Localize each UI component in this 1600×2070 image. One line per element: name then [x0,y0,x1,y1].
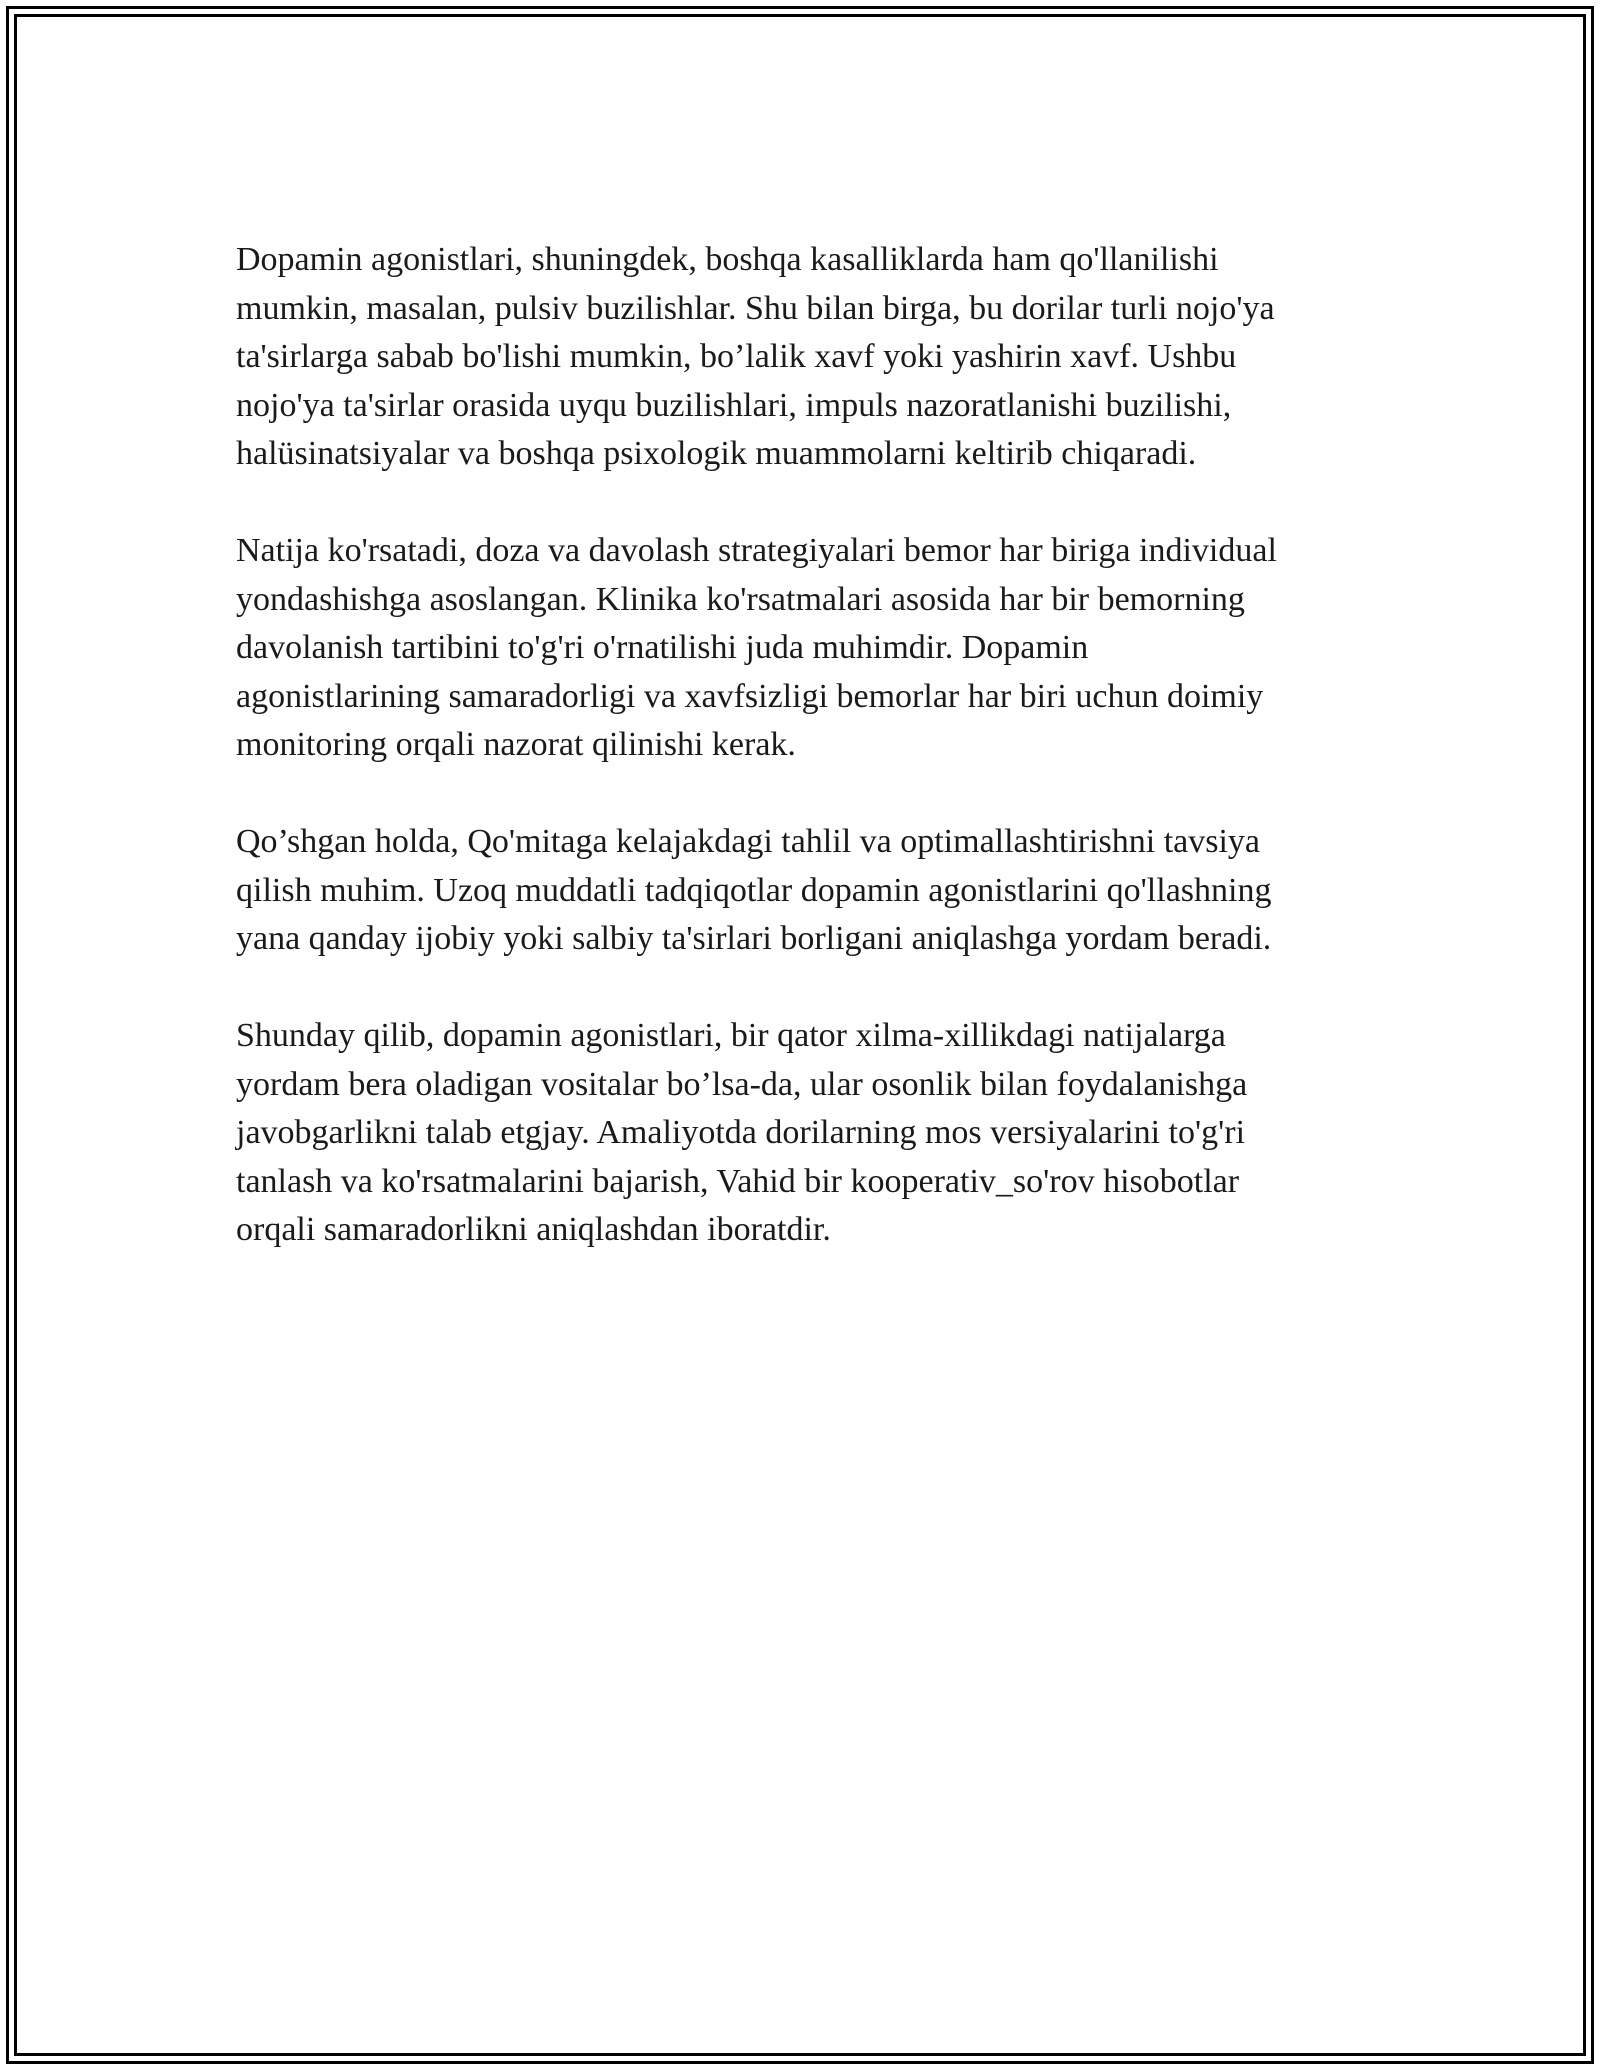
paragraph-3: Qo’shgan holda, Qo'mitaga kelajakdagi tahlil va optimallashtirishni tavsiya qilish muhim. Uzoq muddatli tadqiqotlar dopamin agonistlarini qo'llashning yana qanday ijobiy yoki salbiy ta'sirlari borligani aniqlashga yordam beradi. [236,823,1272,957]
paragraph-1: Dopamin agonistlari, shuningdek, boshqa kasalliklarda ham qo'llanilishi mumkin, masalan, pulsiv buzilishlar. Shu bilan birga, bu dorilar turli nojo'ya ta'sirlarga sabab bo'lishi mumkin, bo’lalik xavf yoki yashirin xavf. Ushbu nojo'ya ta'sirlar orasida uyqu buzilishlari, impuls nazoratlanishi buzilishi, halüsinatsiyalar va boshqa psixologik muammolarni keltirib chiqaradi. [236,241,1275,472]
document-body [236,236,1366,1303]
paragraph-2: Natija ko'rsatadi, doza va davolash strategiyalari bemor har biriga individual yondashishga asoslangan. Klinika ko'rsatmalari asosida har bir bemorning davolanish tartibini to'g'ri o'rnatilishi juda muhimdir. Dopamin agonistlarining samaradorligi va xavfsizligi bemorlar har biri uchun doimiy monitoring orqali nazorat qilinishi kerak. [236,532,1277,763]
paragraph-4: Shunday qilib, dopamin agonistlari, bir qator xilma-xillikdagi natijalarga yordam bera oladigan vositalar bo’lsa-da, ular osonlik bilan foydalanishga javobgarlikni talab etgjay. Amaliyotda dorilarning mos versiyalarini to'g'ri tanlash va ko'rsatmalarini bajarish, Vahid bir kooperativ_so'rov hisobotlar orqali samaradorlikni aniqlashdan iboratdir. [236,1017,1248,1248]
